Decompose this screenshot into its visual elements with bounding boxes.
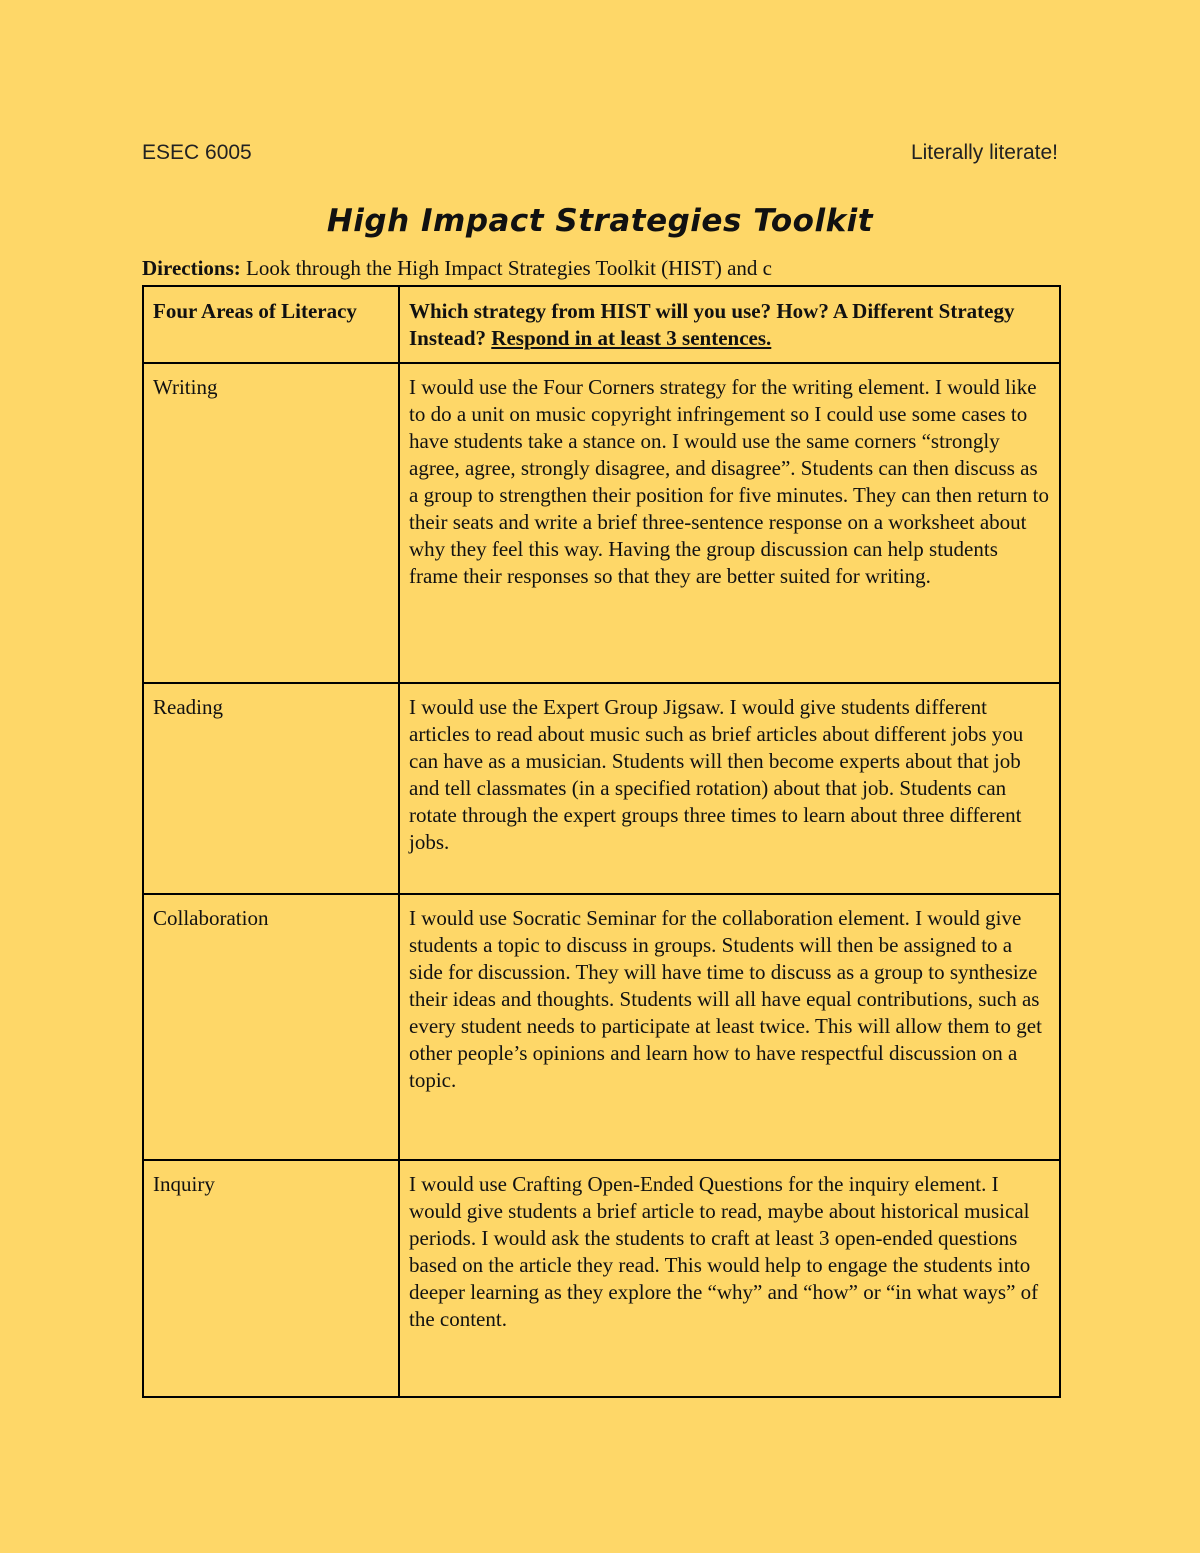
literacy-area-cell: Inquiry bbox=[143, 1160, 399, 1397]
course-code: ESEC 6005 bbox=[142, 141, 252, 164]
header-literacy-area: Four Areas of Literacy bbox=[143, 286, 399, 363]
directions-text: Look through the High Impact Strategies Toolkit (HIST) and c bbox=[246, 256, 772, 280]
table-row bbox=[143, 1160, 1060, 1397]
table-row bbox=[143, 894, 1060, 1160]
header-strategy-requirement: Respond in at least 3 sentences. bbox=[491, 326, 772, 350]
literacy-area-cell: Collaboration bbox=[143, 894, 399, 1160]
directions-label: Directions: bbox=[142, 256, 241, 280]
header-tagline: Literally literate! bbox=[910, 141, 1058, 164]
literacy-area-cell: Writing bbox=[143, 363, 399, 683]
strategy-response-cell: I would use Socratic Seminar for the collaboration element. I would give students a topic to discuss in groups. Students will then be assigned to a side for discussion. They will have time to discuss as a group to synthesize their ideas and thoughts. Students will all have equal contributions, such as every student needs to participate at least twice. This will allow them to get other people’s opinions and learn how to have respectful discussion on a topic. bbox=[399, 894, 1060, 1160]
directions bbox=[142, 256, 772, 281]
table-row bbox=[143, 363, 1060, 683]
literacy-area-cell: Reading bbox=[143, 683, 399, 894]
table-row bbox=[143, 683, 1060, 894]
strategy-response-cell: I would use Crafting Open-Ended Questions for the inquiry element. I would give students a brief article to read, maybe about historical musical periods. I would ask the students to craft at least 3 open-ended questions based on the article they read. This would help to engage the students into deeper learning as they explore the “why” and “how” or “in what ways” of the content. bbox=[399, 1160, 1060, 1397]
strategies-table bbox=[142, 285, 1061, 1398]
strategy-response-cell: I would use the Four Corners strategy for the writing element. I would like to do a unit on music copyright infringement so I could use some cases to have students take a stance on. I would use the same corners “strongly agree, agree, strongly disagree, and disagree”. Students can then discuss as a group to strengthen their position for five minutes. They can then return to their seats and write a brief three-sentence response on a worksheet about why they feel this way. Having the group discussion can help students frame their responses so that they are better suited for writing. bbox=[399, 363, 1060, 683]
header-strategy-question: Which strategy from HIST will you use? How? A Different Strategy Instead? bbox=[409, 299, 1015, 350]
document-title: High Impact Strategies Toolkit bbox=[326, 203, 874, 239]
table-header-row bbox=[143, 286, 1060, 363]
strategy-response-cell: I would use the Expert Group Jigsaw. I would give students different articles to read about music such as brief articles about different jobs you can have as a musician. Students will then become experts about that job and tell classmates (in a specified rotation) about that job. Students can rotate through the expert groups three times to learn about three different jobs. bbox=[399, 683, 1060, 894]
header-strategy bbox=[399, 286, 1060, 363]
